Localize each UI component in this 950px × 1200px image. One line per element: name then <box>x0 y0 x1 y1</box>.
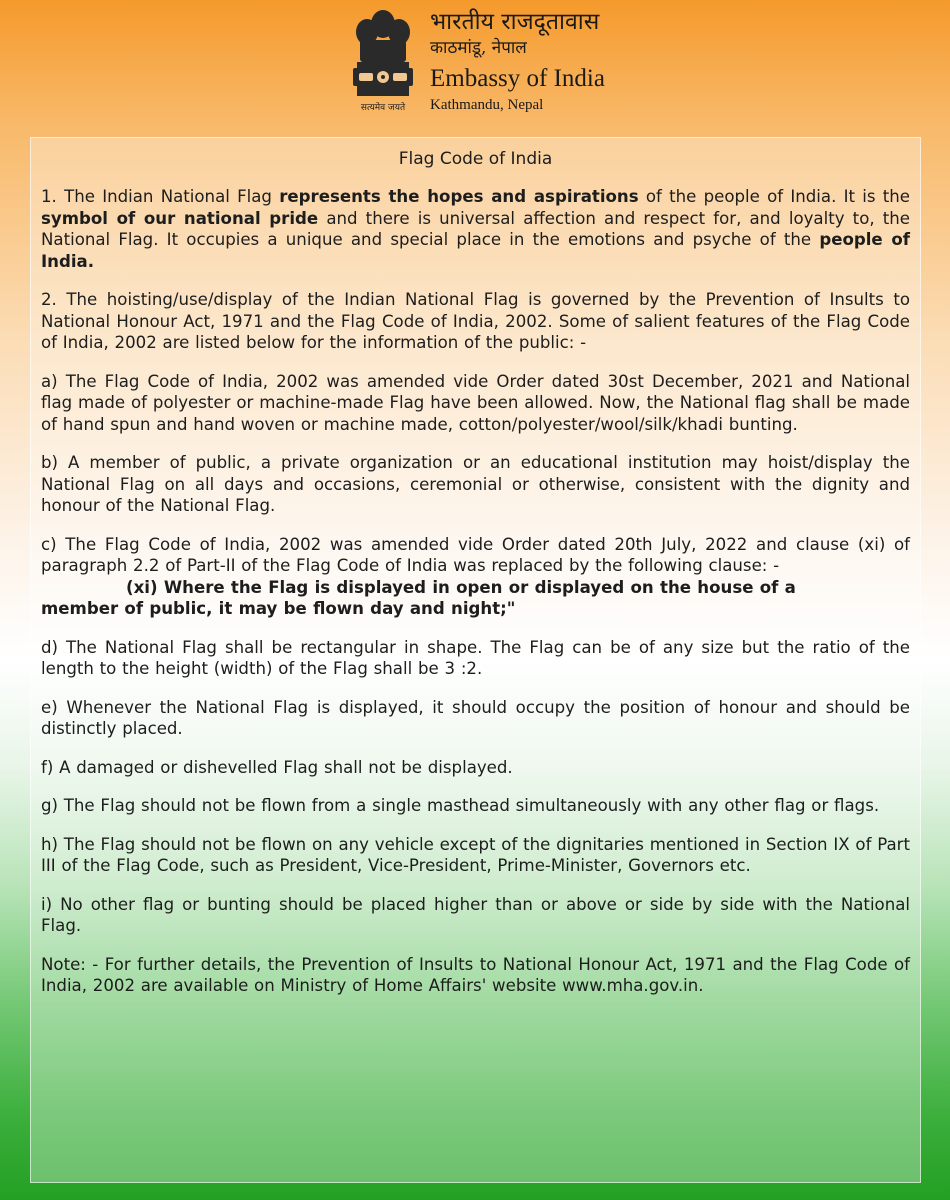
p1-text-3: and there is universal affection and respect for, and loyalty to, the National Flag. It occupies a unique and special place in the emotions and psyche of the <box>41 208 910 249</box>
paragraph-e: e) Whenever the National Flag is displayed, it should occupy the position of honour and should be distinctly placed. <box>41 697 910 738</box>
letterhead <box>0 0 950 130</box>
hindi-title: भारतीय राजदूतावास <box>430 9 600 35</box>
document-title: Flag Code of India <box>398 149 553 169</box>
embassy-title: Embassy of India <box>430 65 605 92</box>
p1-bold-1: represents the hopes and aspirations <box>279 187 639 206</box>
hindi-location: काठमांडू, नेपाल <box>430 38 527 58</box>
paragraph-d: d) The National Flag shall be rectangular in shape. The Flag can be of any size but the ratio of the length to the height (width) of the Flag shall be 3 :2. <box>41 637 910 678</box>
paragraph-g: g) The Flag should not be flown from a single masthead simultaneously with any other flag or flags. <box>41 796 880 815</box>
p1-text-1: 1. The Indian National Flag <box>41 187 280 206</box>
p1-bold-2: symbol of our national pride <box>41 208 319 228</box>
paragraph-c-text: c) The Flag Code of India, 2002 was amended vide Order dated 20th July, 2022 and clause (xi) of paragraph 2.2 of Part-II of the Flag Code of India was replaced by the following clause: - <box>41 534 910 575</box>
letterhead-text <box>430 8 605 114</box>
document-panel <box>30 137 921 1183</box>
paragraph-1 <box>41 186 910 272</box>
paragraph-f: f) A damaged or dishevelled Flag shall not be displayed. <box>41 757 513 777</box>
paragraph-h: h) The Flag should not be flown on any vehicle except of the dignitaries mentioned in Section IX of Part III of the Flag Code, such as President, Vice-President, Prime-Minister, Governors etc. <box>41 834 910 875</box>
embassy-location: Kathmandu, Nepal <box>430 97 544 113</box>
motto: सत्यमेव जयते <box>360 103 406 113</box>
paragraph-c <box>41 534 910 620</box>
p1-text-2: of the people of India. It is the <box>638 187 910 206</box>
paragraph-i: i) No other flag or bunting should be placed higher than or above or side by side with the National Flag. <box>41 894 910 935</box>
note: Note: - For further details, the Prevention of Insults to National Honour Act, 1971 and the Flag Code of India, 2002 are available on Ministry of Home Affairs' website www.mha.gov.in. <box>41 954 910 995</box>
paragraph-b: b) A member of public, a private organization or an educational institution may hoist/display the National Flag on all days and occasions, ceremonial or otherwise, consistent with the dignity and honour of the National Flag. <box>41 453 910 515</box>
p1-bold-3: people of India. <box>41 230 910 271</box>
clause-xi-line-1: (xi) Where the Flag is displayed in open or displayed on the house of a <box>126 577 796 597</box>
clause-xi-line-2: member of public, it may be flown day and night;" <box>41 599 516 618</box>
paragraph-2: 2. The hoisting/use/display of the Indian National Flag is governed by the Prevention of Insults to National Honour Act, 1971 and the Flag Code of India, 2002. Some of salient features of the Flag Code of India, 2002 are listed below for the information of the public: - <box>41 290 910 352</box>
paragraph-a: a) The Flag Code of India, 2002 was amended vide Order dated 30st December, 2021 and National flag made of polyester or machine-made Flag have been allowed. Now, the National flag shall be made of hand spun and hand woven or machine made, cotton/polyester/wool/silk/khadi bunting. <box>41 371 910 434</box>
